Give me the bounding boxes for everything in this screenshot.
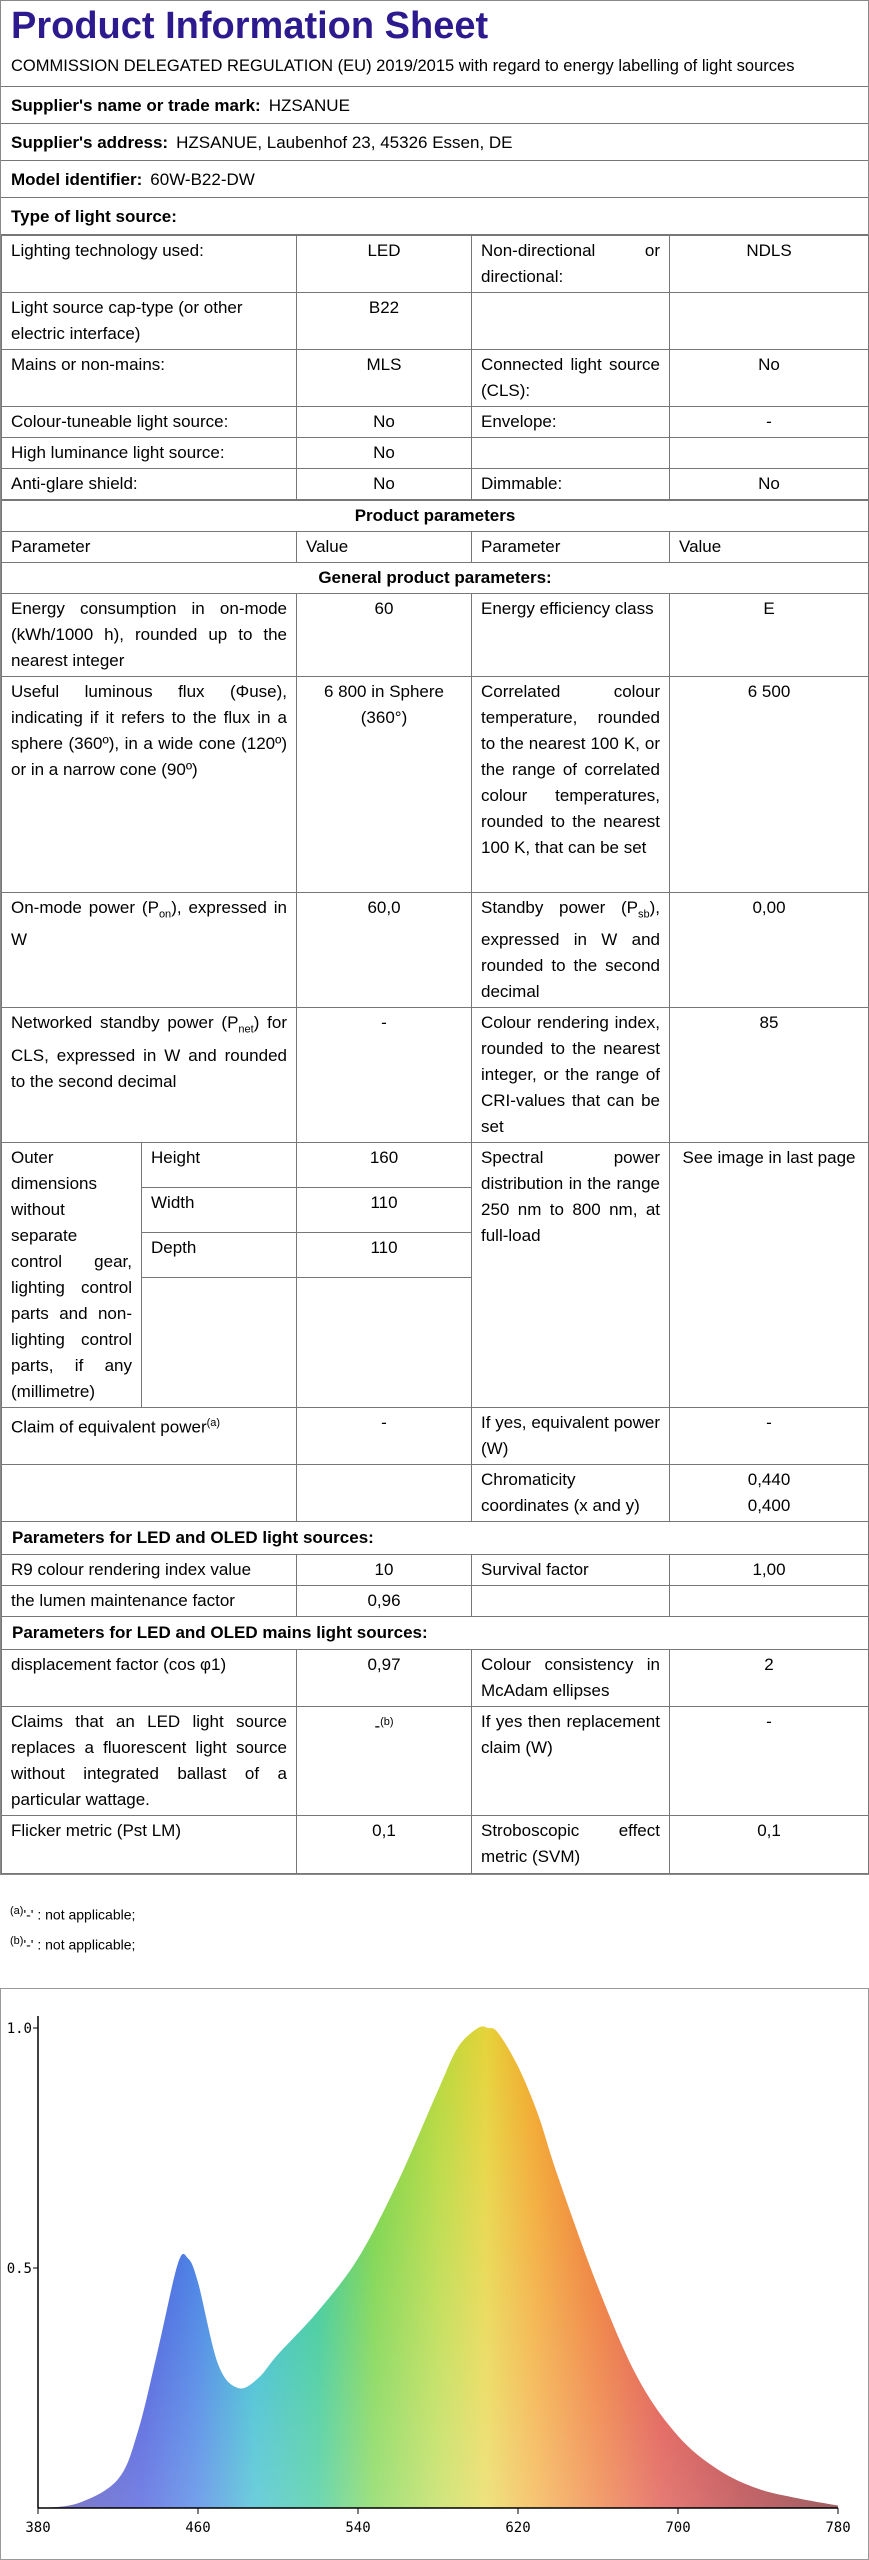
width-value: 110 — [297, 1188, 472, 1233]
footnote-a: $^{(a)}$'-' : not applicable; — [10, 1905, 136, 1923]
height-label: Height — [142, 1143, 297, 1188]
table-row — [2, 594, 869, 677]
high-luminance: No — [297, 438, 472, 469]
mains-label: Mains or non-mains: — [2, 350, 297, 407]
directional-label: Non-directional or directional: — [472, 236, 670, 293]
colour-tuneable: No — [297, 407, 472, 438]
lumen-maintenance-label: the lumen maintenance factor — [2, 1586, 297, 1617]
anti-glare-label: Anti-glare shield: — [2, 469, 297, 500]
supplier-name-label: Supplier's name or trade mark: — [11, 96, 261, 115]
networked-standby: - — [297, 1008, 472, 1143]
cap-type-label: Light source cap-type (or other electric interface) — [2, 293, 297, 350]
colour-tuneable-label: Colour-tuneable light source: — [2, 407, 297, 438]
r9-label: R9 colour rendering index value — [2, 1555, 297, 1586]
stroboscopic-label: Stroboscopic effect metric (SVM) — [472, 1816, 670, 1874]
stroboscopic: 0,1 — [670, 1816, 869, 1874]
useful-flux: 6 800 in Sphere (360°) — [297, 677, 472, 893]
table-row — [2, 1555, 869, 1586]
chromaticity-label: Chromaticity coordinates (x and y) — [472, 1465, 670, 1522]
cls-label: Connected light source (CLS): — [472, 350, 670, 407]
equiv-claim: - — [297, 1408, 472, 1465]
flicker: 0,1 — [297, 1816, 472, 1874]
x-tick-label: 620 — [505, 2520, 531, 2536]
lighting-technology: LED — [297, 236, 472, 293]
survival: 1,00 — [670, 1555, 869, 1586]
displacement-label: displacement factor (cos φ1) — [2, 1650, 297, 1707]
dimmable: No — [670, 469, 869, 500]
product-parameters-heading: Product parameters — [2, 501, 869, 532]
model-identifier: 60W-B22-DW — [150, 170, 255, 189]
cct-label: Correlated colour temperature, rounded to the nearest 100 K, or the range of correlated colour temperatures, rounded to the nearest 100 K, that can be set — [472, 677, 670, 893]
useful-flux-label: Useful luminous flux (Φuse), indicating if it refers to the flux in a sphere (360º), in a wide cone (120º) or in a narrow cone (90º) — [2, 677, 297, 893]
empty-cell — [670, 438, 869, 469]
flicker-label: Flicker metric (Pst LM) — [2, 1816, 297, 1874]
empty-cell — [670, 293, 869, 350]
table-row — [2, 350, 869, 407]
directional: NDLS — [670, 236, 869, 293]
table-row — [2, 1586, 869, 1617]
dimensions-label: Outer dimensions without separate control gear, lighting control parts and non-lighting control parts, if any (millimetre) — [2, 1143, 142, 1408]
networked-standby-label: Networked standby power $(P_{net})$ for CLS, expressed in W and rounded to the second decimal — [2, 1008, 297, 1143]
regulation-text: COMMISSION DELEGATED REGULATION (EU) 2019/2015 with regard to energy labelling of light sources — [1, 49, 868, 87]
energy-consumption: 60 — [297, 594, 472, 677]
empty-cell — [472, 293, 670, 350]
mains: MLS — [297, 350, 472, 407]
model-label: Model identifier: — [11, 170, 143, 189]
spd-value: See image in last page — [670, 1143, 869, 1408]
fluorescent-claim-label: Claims that an LED light source replaces a fluorescent light source without integrated ballast of a particular wattage. — [2, 1707, 297, 1816]
general-parameters-heading: General product parameters: — [2, 563, 869, 594]
chromaticity-y: 0,400 — [747, 1496, 791, 1516]
dimmable-label: Dimmable: — [472, 469, 670, 500]
width-label: Width — [142, 1188, 297, 1233]
depth-label: Depth — [142, 1233, 297, 1278]
empty-cell — [472, 1586, 670, 1617]
energy-consumption-label: Energy consumption in on-mode (kWh/1000 h), rounded up to the nearest integer — [2, 594, 297, 677]
depth-value: 110 — [297, 1233, 472, 1278]
anti-glare: No — [297, 469, 472, 500]
r9: 10 — [297, 1555, 472, 1586]
y-tick-label: 0.5 — [6, 2261, 32, 2277]
supplier-address: HZSANUE, Laubenhof 23, 45326 Essen, DE — [176, 133, 513, 152]
page-title: Product Information Sheet — [11, 5, 489, 47]
model-row — [1, 161, 868, 198]
empty-cell — [142, 1278, 297, 1408]
colour-consistency: 2 — [670, 1650, 869, 1707]
on-mode-power-label: On-mode power $(P_{on})$, expressed in W — [2, 893, 297, 1008]
table-row — [2, 1465, 869, 1522]
parameters-table — [1, 500, 869, 1874]
empty-cell — [2, 1465, 297, 1522]
replacement-claim-label: If yes then replacement claim (W) — [472, 1707, 670, 1816]
table-row — [2, 236, 869, 293]
equiv-power-label: If yes, equivalent power (W) — [472, 1408, 670, 1465]
x-tick-label: 460 — [185, 2520, 211, 2536]
footnotes — [0, 1892, 869, 1957]
table-row — [2, 293, 869, 350]
cls: No — [670, 350, 869, 407]
table-row — [2, 1816, 869, 1874]
envelope-label: Envelope: — [472, 407, 670, 438]
table-row — [2, 438, 869, 469]
standby-power: 0,00 — [670, 893, 869, 1008]
replacement-claim: - — [670, 1707, 869, 1816]
fluorescent-claim: -$^{(b)}$ — [297, 1707, 472, 1816]
x-tick-label: 380 — [25, 2520, 51, 2536]
col-header-value: Value — [297, 532, 472, 563]
spd-label: Spectral power distribution in the range 250 nm to 800 nm, at full-load — [472, 1143, 670, 1408]
high-luminance-label: High luminance light source: — [2, 438, 297, 469]
empty-cell — [297, 1465, 472, 1522]
table-row — [2, 407, 869, 438]
x-tick-label: 540 — [345, 2520, 371, 2536]
lumen-maintenance: 0,96 — [297, 1586, 472, 1617]
table-row — [2, 1408, 869, 1465]
table-header-row — [2, 532, 869, 563]
type-table — [1, 235, 869, 500]
energy-class-label: Energy efficiency class — [472, 594, 670, 677]
table-row — [2, 677, 869, 893]
x-tick-label: 780 — [825, 2520, 851, 2536]
colour-consistency-label: Colour consistency in McAdam ellipses — [472, 1650, 670, 1707]
table-row — [2, 1143, 869, 1188]
table-row — [2, 893, 869, 1008]
chromaticity — [670, 1465, 869, 1522]
cct: 6 500 — [670, 677, 869, 893]
empty-cell — [472, 438, 670, 469]
supplier-name-row — [1, 87, 868, 124]
height-value: 160 — [297, 1143, 472, 1188]
empty-cell — [297, 1278, 472, 1408]
supplier-address-label: Supplier's address: — [11, 133, 169, 152]
table-row — [2, 1008, 869, 1143]
supplier-name: HZSANUE — [268, 96, 350, 115]
footnote-b: $^{(b)}$'-' : not applicable; — [10, 1934, 136, 1953]
cri: 85 — [670, 1008, 869, 1143]
type-label: Type of light source: — [1, 198, 868, 235]
cap-type: B22 — [297, 293, 472, 350]
standby-power-label: Standby power $(P_{sb})$, expressed in W and rounded to the second decimal — [472, 893, 670, 1008]
cri-label: Colour rendering index, rounded to the nearest integer, or the range of CRI-values that can be set — [472, 1008, 670, 1143]
equiv-power: - — [670, 1408, 869, 1465]
chromaticity-x: 0,440 — [747, 1470, 791, 1490]
col-header-value: Value — [670, 532, 869, 563]
empty-cell — [670, 1586, 869, 1617]
envelope: - — [670, 407, 869, 438]
spectral-power-distribution-chart — [0, 1988, 869, 2560]
x-tick-label: 700 — [665, 2520, 691, 2536]
col-header-parameter: Parameter — [2, 532, 297, 563]
on-mode-power: 60,0 — [297, 893, 472, 1008]
table-row — [2, 1707, 869, 1816]
supplier-address-row — [1, 124, 868, 161]
lighting-technology-label: Lighting technology used: — [2, 236, 297, 293]
table-row — [2, 1650, 869, 1707]
energy-class: E — [670, 594, 869, 677]
table-row — [2, 469, 869, 500]
col-header-parameter: Parameter — [472, 532, 670, 563]
y-tick-label: 1.0 — [6, 2021, 32, 2037]
led-mains-parameters-heading: Parameters for LED and OLED mains light sources: — [2, 1617, 869, 1650]
equiv-claim-label: Claim of equivalent power$^{(a)}$ — [2, 1408, 297, 1465]
displacement: 0,97 — [297, 1650, 472, 1707]
survival-label: Survival factor — [472, 1555, 670, 1586]
led-parameters-heading: Parameters for LED and OLED light sources: — [2, 1522, 869, 1555]
